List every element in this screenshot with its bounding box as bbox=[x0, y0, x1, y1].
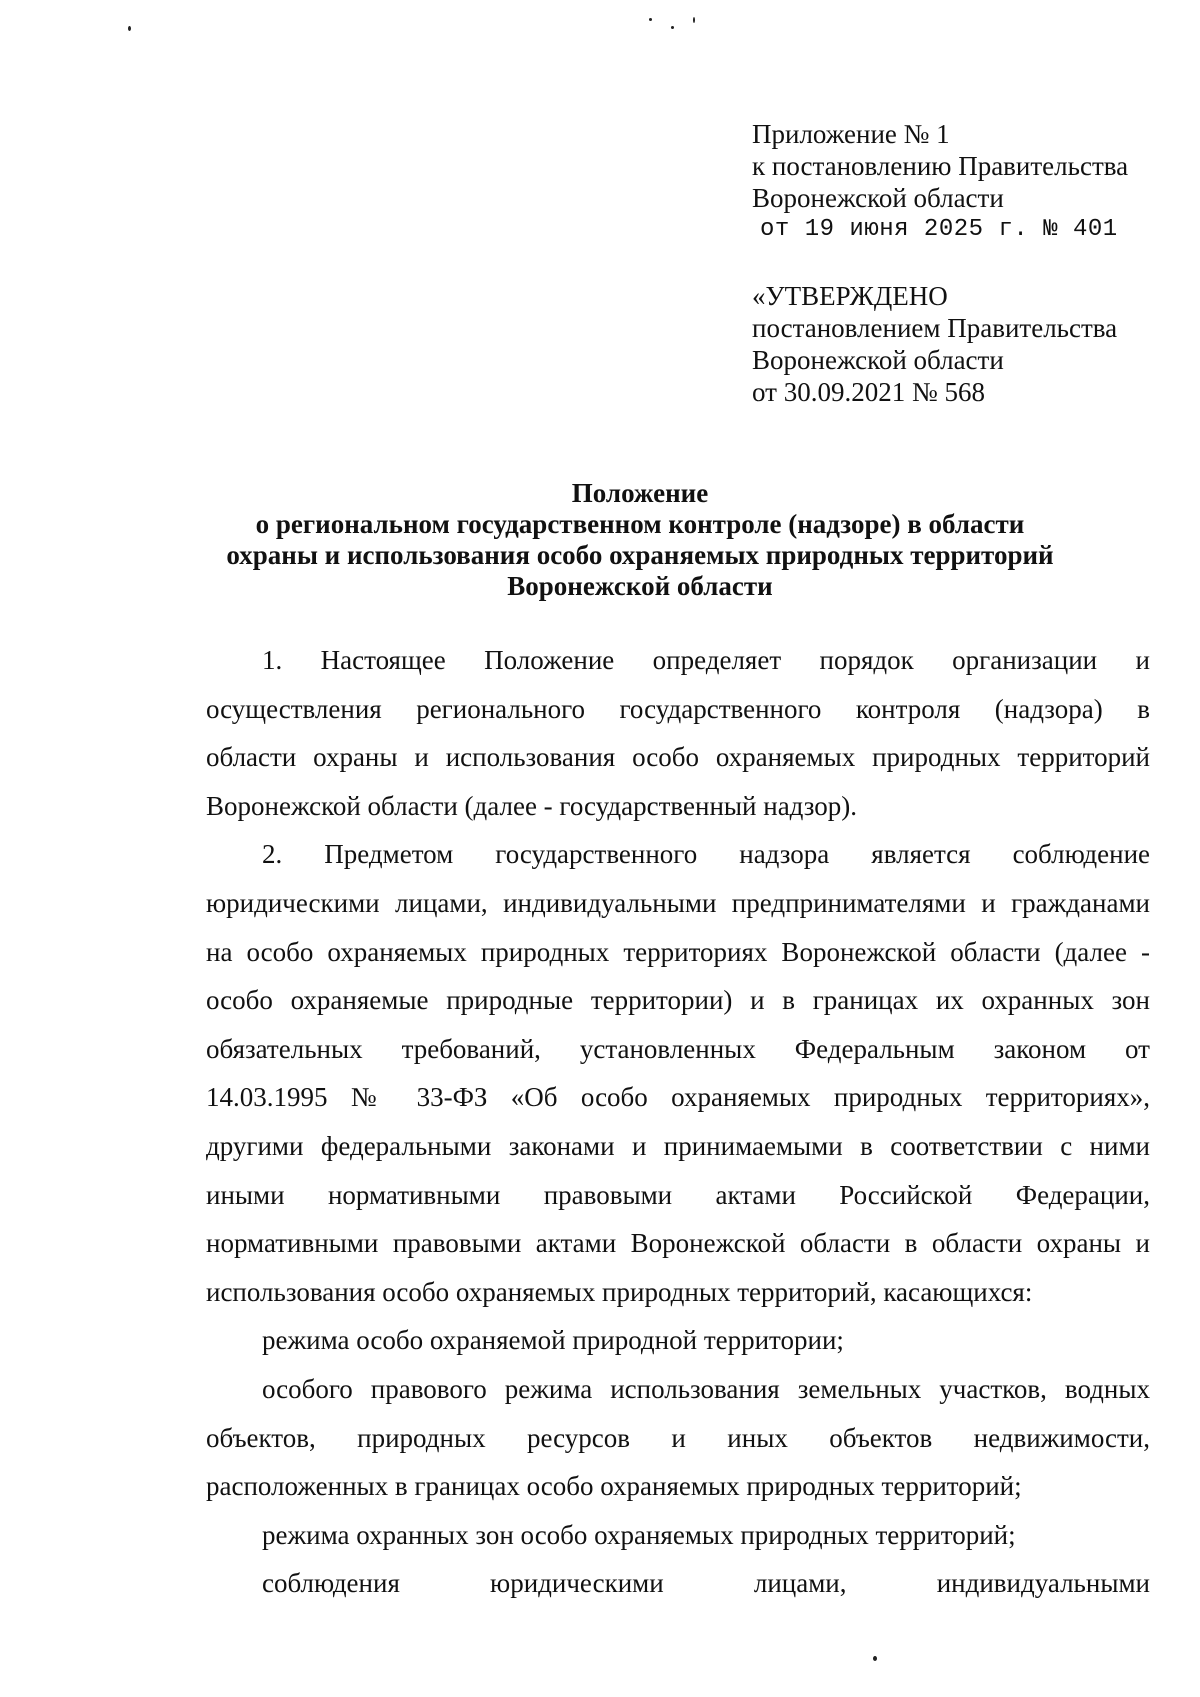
paragraph-line: обязательных требований, установленных Федеральным законом от bbox=[206, 1033, 1150, 1064]
approved-heading: «УТВЕРЖДЕНО bbox=[752, 281, 948, 311]
paragraph-line: области охраны и использования особо охраняемых природных территорий bbox=[206, 742, 1150, 773]
title-line: охраны и использования особо охраняемых природных территорий bbox=[226, 540, 1054, 570]
title-line: Воронежской области bbox=[507, 571, 773, 601]
paragraph-line: расположенных в границах особо охраняемых природных территорий; bbox=[206, 1471, 1022, 1502]
scan-speck bbox=[873, 1656, 877, 1661]
appendix-block bbox=[752, 118, 1172, 246]
paragraph-line: режима охранных зон особо охраняемых природных территорий; bbox=[262, 1519, 1016, 1550]
paragraph-line: объектов, природных ресурсов и иных объектов недвижимости, bbox=[206, 1422, 1150, 1453]
paragraph-line: 14.03.1995 № 33-ФЗ «Об особо охраняемых природных территориях», bbox=[206, 1082, 1150, 1113]
appendix-region: Воронежской области bbox=[752, 183, 1004, 213]
paragraph-line: использования особо охраняемых природных территорий, касающихся: bbox=[206, 1276, 1033, 1307]
paragraph-line: иными нормативными правовыми актами Российской Федерации, bbox=[206, 1179, 1150, 1210]
scan-speck bbox=[693, 17, 695, 23]
paragraph-line: нормативными правовыми актами Воронежской области в области охраны и bbox=[206, 1228, 1150, 1259]
paragraph-line: осуществления регионального государственного контроля (надзора) в bbox=[206, 693, 1150, 724]
title-line: Положение bbox=[571, 478, 709, 508]
appendix-ref: к постановлению Правительства bbox=[752, 151, 1129, 181]
scan-speck bbox=[128, 26, 131, 31]
approved-date: от 30.09.2021 № 568 bbox=[752, 377, 985, 407]
approved-region: Воронежской области bbox=[752, 345, 1004, 375]
paragraph-line: особо охраняемые природные территории) и в границах их охранных зон bbox=[206, 985, 1150, 1016]
approved-block bbox=[752, 280, 1172, 408]
paragraph-line: соблюдения юридическими лицами, индивидуальными bbox=[262, 1568, 1150, 1599]
paragraph-line: юридическими лицами, индивидуальными предпринимателями и гражданами bbox=[206, 887, 1150, 918]
scan-speck bbox=[649, 18, 652, 21]
paragraph-line: другими федеральными законами и принимаемыми в соответствии с ними bbox=[206, 1130, 1150, 1161]
paragraph-line: режима особо охраняемой природной территории; bbox=[262, 1325, 844, 1356]
scan-speck bbox=[671, 26, 674, 29]
approved-by: постановлением Правительства bbox=[752, 313, 1118, 343]
paragraph-line: 2. Предметом государственного надзора является соблюдение bbox=[262, 839, 1150, 870]
document-body bbox=[206, 636, 1150, 1608]
document-title bbox=[180, 478, 1100, 602]
appendix-number: Приложение № 1 bbox=[752, 119, 950, 149]
appendix-date-stamp: от 19 июня 2025 г. № 401 bbox=[760, 216, 1118, 243]
paragraph-line: особого правового режима использования земельных участков, водных bbox=[262, 1373, 1150, 1404]
paragraph-line: Воронежской области (далее - государственный надзор). bbox=[206, 790, 857, 821]
paragraph-line: на особо охраняемых природных территориях Воронежской области (далее - bbox=[206, 936, 1150, 967]
paragraph-line: 1. Настоящее Положение определяет порядок организации и bbox=[262, 645, 1150, 675]
title-line: о региональном государственном контроле (надзоре) в области bbox=[255, 509, 1025, 539]
